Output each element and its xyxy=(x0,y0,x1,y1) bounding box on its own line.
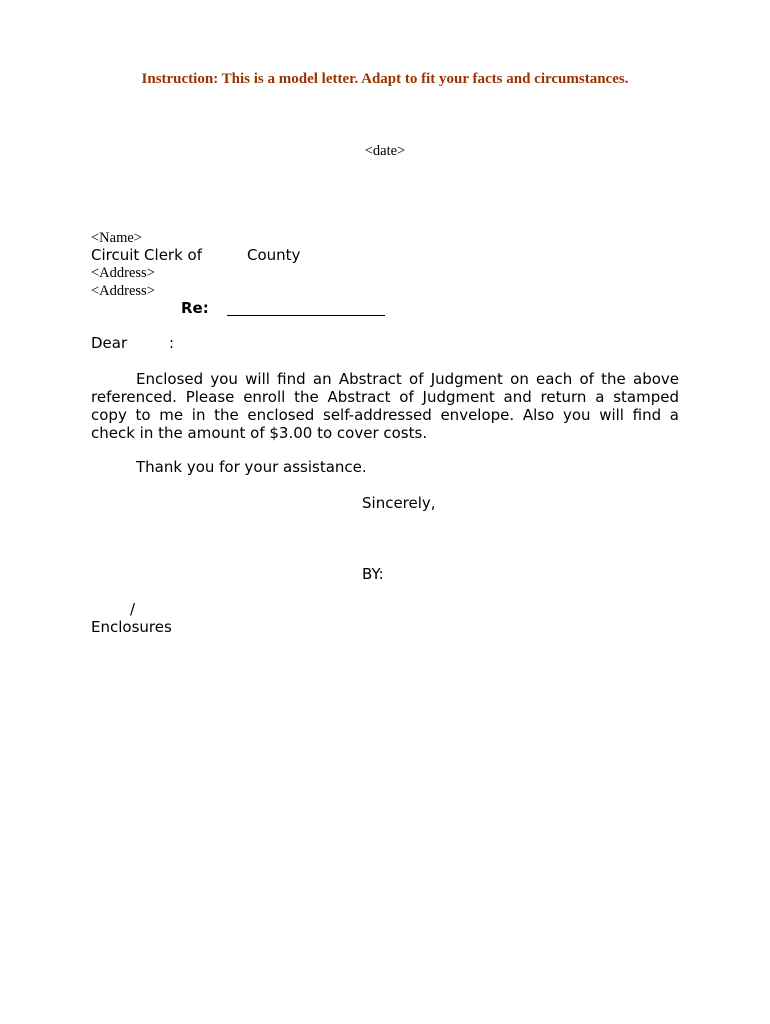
enclosures-label: Enclosures xyxy=(91,618,172,636)
thanks-line: Thank you for your assistance. xyxy=(136,458,367,476)
closing: Sincerely, xyxy=(362,494,436,512)
re-blank-line xyxy=(227,315,385,316)
recipient-name: <Name> xyxy=(91,230,142,246)
instruction-heading: Instruction: This is a model letter. Adapt to fit your facts and circumstances. xyxy=(141,71,629,87)
body-paragraph: Enclosed you will find an Abstract of Judgment on each of the above referenced. Please enroll the Abstract of Judgment and return a stamped copy to me in the enclosed self-addressed envelope. Also you will find a check in the amount of $3.00 to cover costs. xyxy=(91,370,679,442)
clerk-prefix: Circuit Clerk of xyxy=(91,246,202,264)
recipient-address-2: <Address> xyxy=(91,283,155,299)
salutation-word: Dear xyxy=(91,334,128,352)
initials-slash: / xyxy=(130,600,136,618)
date-placeholder: <date> xyxy=(364,143,406,159)
clerk-county: County xyxy=(247,246,301,264)
recipient-address-1: <Address> xyxy=(91,265,155,281)
by-label: BY: xyxy=(362,565,384,583)
re-label: Re: xyxy=(181,299,209,317)
salutation-colon: : xyxy=(169,334,175,352)
